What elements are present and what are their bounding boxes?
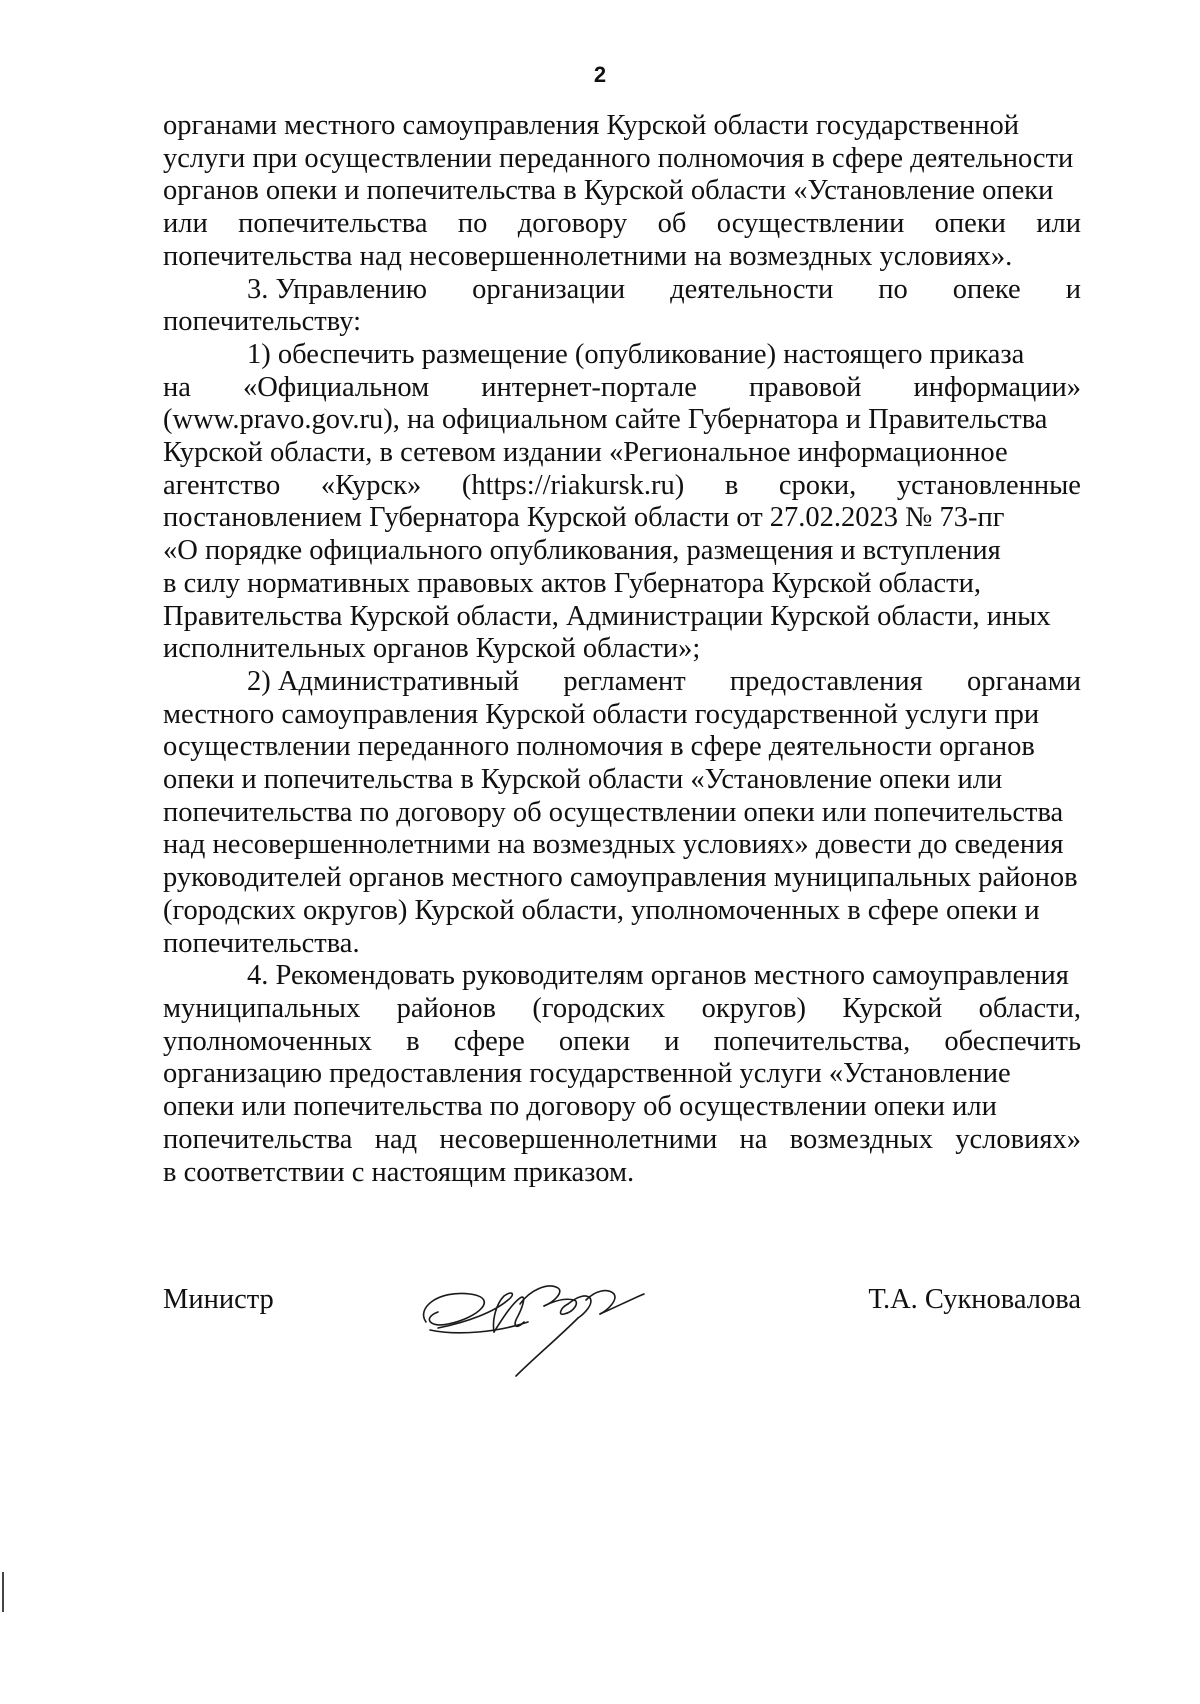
- word: интернет-портале: [481, 371, 697, 403]
- word: сроки,: [778, 469, 857, 501]
- text-line: опеки или попечительства по договору об осуществлении опеки или: [163, 1091, 997, 1123]
- word: агентство: [163, 469, 281, 501]
- line-text: органами местного самоуправления Курской области государственной: [163, 110, 1020, 141]
- word: на: [163, 371, 191, 403]
- text-line-justified: [163, 372, 1081, 405]
- text-line: [163, 110, 1081, 143]
- text-line-justified: [163, 1124, 1081, 1157]
- word: несовершеннолетними: [439, 1123, 718, 1155]
- word: организации: [472, 273, 626, 305]
- text-line-justified: [163, 470, 1081, 503]
- word: и: [664, 1025, 680, 1057]
- word: органами: [966, 665, 1081, 697]
- text-line: постановлением Губернатора Курской области от 27.02.2023 № 73-пг: [163, 502, 1005, 534]
- word: опеки: [934, 208, 1006, 240]
- word: 2) Административный: [247, 665, 520, 697]
- word: на: [739, 1123, 768, 1155]
- scan-margin-mark: [2, 1572, 4, 1612]
- handwritten-signature: [408, 1260, 668, 1390]
- text-line: Правительства Курской области, Администрации Курской области, иных: [163, 600, 1051, 632]
- text-line: над несовершеннолетними на возмездных условиях» довести до сведения: [163, 829, 1064, 861]
- word: районов: [396, 992, 497, 1024]
- text-line: исполнительных органов Курской области»;: [163, 633, 701, 665]
- word: договору: [517, 208, 628, 240]
- text-line: 1) обеспечить размещение (опубликование) настоящего приказа: [247, 338, 1025, 370]
- text-line: местного самоуправления Курской области государственной услуги при: [163, 698, 1040, 730]
- word: (городских: [532, 992, 666, 1024]
- item-3-1: [163, 339, 1081, 666]
- word: области,: [978, 992, 1081, 1024]
- text-line-justified: [163, 208, 1081, 241]
- signatory-title: Министр: [163, 1284, 274, 1315]
- word: деятельности: [670, 273, 834, 305]
- word: уполномоченных: [163, 1025, 372, 1057]
- text-line: руководителей органов местного самоуправления муниципальных районов: [163, 862, 1078, 894]
- document-body: [163, 110, 1081, 1189]
- word: муниципальных: [163, 992, 361, 1024]
- word: и: [1065, 273, 1081, 305]
- text-line: попечительства по договору об осуществлении опеки или попечительства: [163, 796, 1064, 828]
- signature-block: [163, 1272, 1081, 1392]
- text-line: «О порядке официального опубликования, размещения и вступления: [163, 535, 1001, 567]
- text-line: органов опеки и попечительства в Курской области «Установление опеки: [163, 175, 1054, 207]
- word: попечительства,: [713, 1025, 911, 1057]
- word: возмездных: [789, 1123, 933, 1155]
- word: по: [878, 273, 908, 305]
- word: или: [163, 208, 208, 240]
- word: опеки: [558, 1025, 631, 1057]
- word: в: [406, 1025, 420, 1057]
- text-line: попечительства над несовершеннолетними на возмездных условиях».: [163, 240, 1013, 272]
- text-line: (городских округов) Курской области, уполномоченных в сфере опеки и: [163, 894, 1040, 926]
- word: сфере: [453, 1025, 525, 1057]
- word: «Курск»: [320, 469, 422, 501]
- word: регламент: [563, 665, 686, 697]
- word: 3. Управлению: [247, 273, 428, 305]
- word: правовой: [748, 371, 862, 403]
- word: «Официальном: [242, 371, 430, 403]
- word: округов): [701, 992, 806, 1024]
- word: опеке: [952, 273, 1021, 305]
- text-line: осуществлении переданного полномочия в сфере деятельности органов: [163, 731, 1035, 763]
- item-3-2: [163, 666, 1081, 960]
- signatory-name: Т.А. Сукновалова: [868, 1284, 1081, 1315]
- text-line: попечительству:: [163, 306, 361, 338]
- text-line: услуги при осуществлении переданного полномочия в сфере деятельности: [163, 142, 1074, 174]
- text-line: в соответствии с настоящим приказом.: [163, 1156, 635, 1188]
- word: осуществлении: [716, 208, 905, 240]
- text-line: организацию предоставления государственной услуги «Установление: [163, 1058, 1011, 1090]
- item-3: [163, 274, 1081, 339]
- word: или: [1036, 208, 1081, 240]
- word: установленные: [896, 469, 1081, 501]
- word: предоставления: [729, 665, 923, 697]
- text-line-justified: [163, 1026, 1081, 1059]
- text-line: 4. Рекомендовать руководителям органов местного самоуправления: [247, 960, 1069, 992]
- text-line: опеки и попечительства в Курской области «Установление опеки или: [163, 764, 1003, 796]
- paragraph-continuation: [163, 110, 1081, 274]
- page-number: 2: [593, 62, 607, 87]
- text-line-justified: [163, 666, 1081, 699]
- word: обеспечить: [944, 1025, 1081, 1057]
- word: в: [724, 469, 739, 501]
- word: по: [457, 208, 488, 240]
- word: над: [374, 1123, 418, 1155]
- word: об: [657, 208, 687, 240]
- word: попечительства: [238, 208, 428, 240]
- word: Курской: [842, 992, 943, 1024]
- word: попечительства: [163, 1123, 353, 1155]
- text-line: в силу нормативных правовых актов Губернатора Курской области,: [163, 567, 982, 599]
- item-4: [163, 960, 1081, 1189]
- text-line: (www.pravo.gov.ru), на официальном сайте Губернатора и Правительства: [163, 404, 1048, 436]
- text-line-justified: [163, 993, 1081, 1026]
- text-line: попечительства.: [163, 927, 360, 959]
- text-line-justified: [163, 274, 1081, 307]
- word: (https://riakursk.ru): [461, 469, 685, 501]
- text-line: Курской области, в сетевом издании «Региональное информационное: [163, 437, 1008, 469]
- word: информации»: [913, 371, 1081, 403]
- word: условиях»: [955, 1123, 1081, 1155]
